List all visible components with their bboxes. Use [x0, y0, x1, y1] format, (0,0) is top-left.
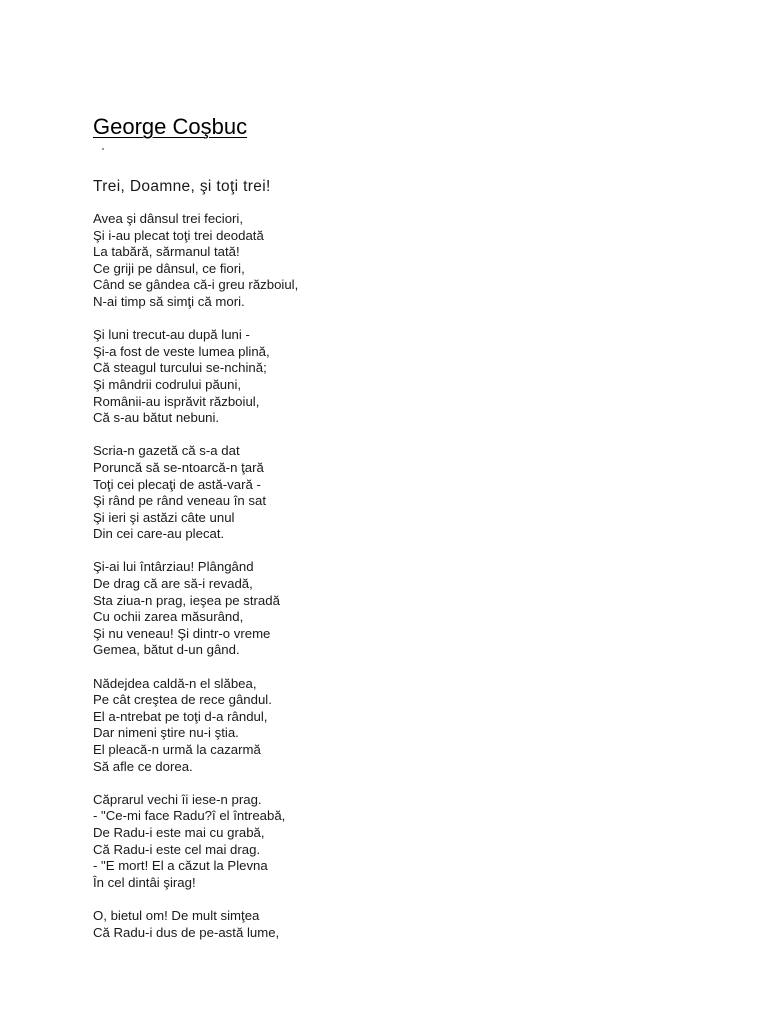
poem-line: Să afle ce dorea. — [93, 758, 193, 774]
poem-line: Că s-au bătut nebuni. — [93, 410, 220, 426]
poem-stanza — [93, 676, 693, 776]
poem-line: Şi mândrii codrului păuni, — [93, 376, 242, 392]
poem-stanza — [93, 908, 693, 941]
stray-mark — [102, 148, 104, 150]
poem-line: Şi i-au plecat toţi trei deodată — [93, 227, 264, 243]
poem-line: Pe cât creştea de rece gândul. — [93, 692, 272, 708]
poem-line: Că Radu-i dus de pe-astă lume, — [93, 924, 280, 940]
poem-line: De drag că are să-i revadă, — [93, 576, 253, 592]
poem-stanza — [93, 792, 693, 892]
poem-stanza — [93, 443, 693, 543]
poem-stanza — [93, 327, 693, 427]
author-heading: George Coşbuc — [93, 114, 248, 139]
poem-line: Nădejdea caldă-n el slăbea, — [93, 675, 257, 691]
poem-line: Cu ochii zarea măsurând, — [93, 609, 244, 625]
poem-line: Că Radu-i este cel mai drag. — [93, 841, 261, 857]
poem-line: Căprarul vechi îi iese-n prag. — [93, 791, 262, 807]
poem-line: Gemea, bătut d-un gând. — [93, 642, 240, 658]
poem-line: El pleacă-n urmă la cazarmă — [93, 742, 261, 757]
poem-line: Scria-n gazetă că s-a dat — [93, 443, 240, 459]
poem-line: Şi luni trecut-au după luni - — [93, 327, 250, 343]
poem-line: Şi ieri şi astăzi câte unul — [93, 509, 235, 525]
poem-title: Trei, Doamne, şi toţi trei! — [93, 178, 271, 195]
poem-line: El a-ntrebat pe toţi d-a rândul, — [93, 708, 268, 724]
poem-line: Din cei care-au plecat. — [93, 526, 225, 542]
poem-line: Şi-a fost de veste lumea plină, — [93, 343, 270, 359]
poem-body — [93, 211, 693, 958]
poem-line: Şi nu veneau! Şi dintr-o vreme — [93, 625, 271, 641]
poem-line: Şi rând pe rând veneau în sat — [93, 493, 267, 509]
poem-line: Dar nimeni ştire nu-i ştia. — [93, 725, 239, 741]
poem-line: La tabără, sărmanul tată! — [93, 244, 240, 260]
poem-line: N-ai timp să simţi că mori. — [93, 293, 245, 309]
poem-line: Şi-ai lui întârziau! Plângând — [93, 559, 254, 575]
poem-line: Când se gândea că-i greu războiul, — [93, 277, 299, 293]
poem-stanza — [93, 211, 693, 311]
poem-line: De Radu-i este mai cu grabă, — [93, 824, 265, 840]
poem-line: - "E mort! El a căzut la Plevna — [93, 858, 268, 874]
poem-stanza — [93, 559, 693, 659]
poem-line: Avea şi dânsul trei feciori, — [93, 211, 244, 226]
poem-line: Sta ziua-n prag, ieşea pe stradă — [93, 592, 280, 608]
poem-line: Românii-au isprăvit războiul, — [93, 393, 260, 409]
poem-line: Că steagul turcului se-nchină; — [93, 360, 267, 376]
poem-line: În cel dintâi şirag! — [93, 874, 196, 890]
poem-line: Ce griji pe dânsul, ce fiori, — [93, 260, 245, 276]
poem-line: Poruncă să se-ntoarcă-n ţară — [93, 459, 264, 475]
poem-line: - "Ce-mi face Radu?î el întreabă, — [93, 808, 286, 824]
poem-line: O, bietul om! De mult simţea — [93, 907, 260, 923]
poem-line: Toţi cei plecaţi de astă-vară - — [93, 476, 261, 492]
